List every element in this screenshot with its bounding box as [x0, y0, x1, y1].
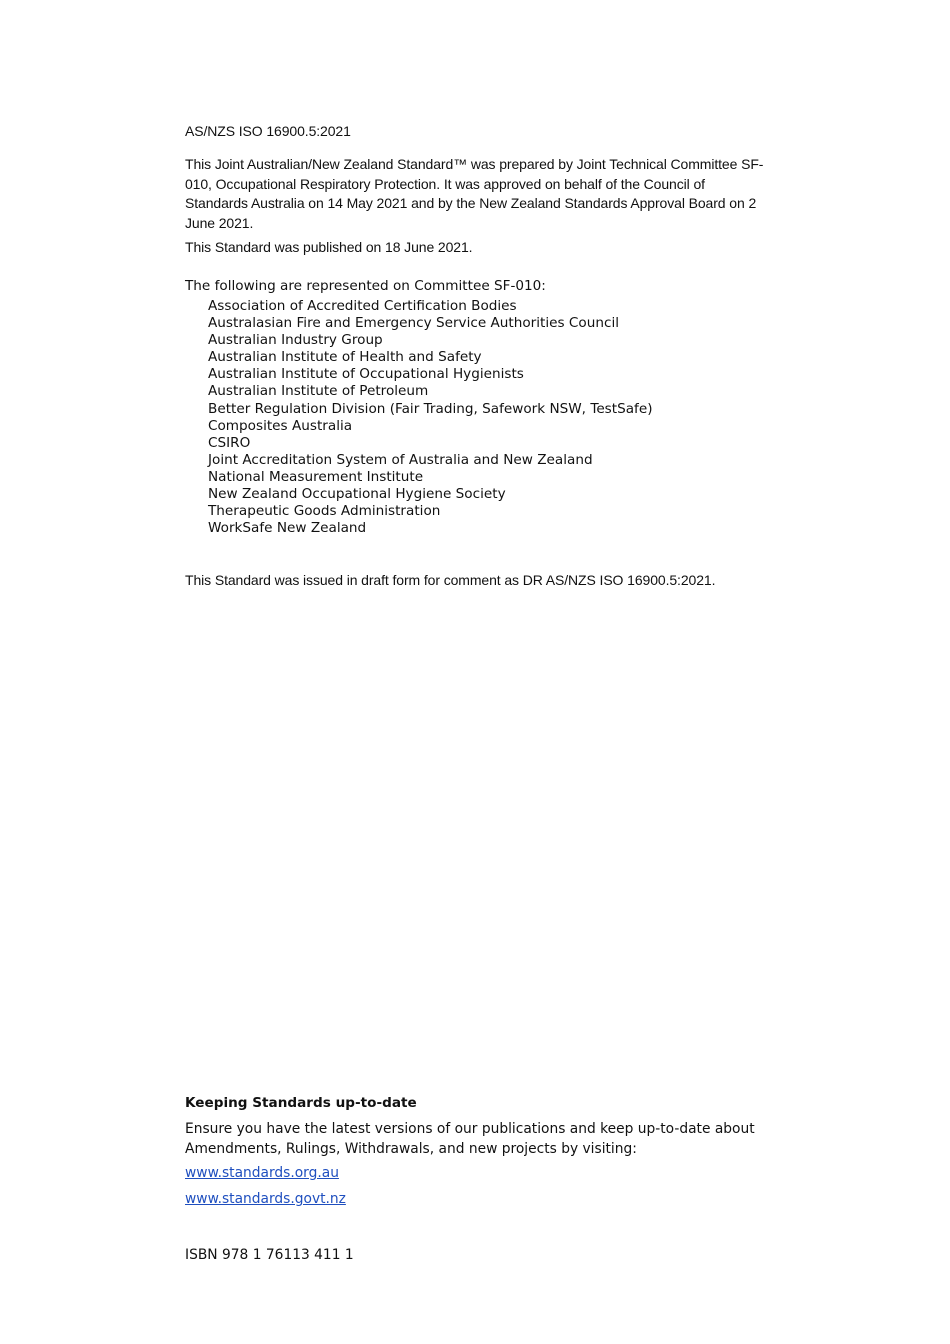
committee-member: Australian Industry Group: [208, 332, 383, 349]
standards-nz-link[interactable]: www.standards.govt.nz: [185, 1191, 346, 1207]
committee-member: Therapeutic Goods Administration: [208, 503, 441, 520]
committee-member: New Zealand Occupational Hygiene Society: [208, 486, 506, 503]
committee-member: Composites Australia: [208, 417, 353, 434]
isbn: ISBN 978 1 76113 411 1: [185, 1247, 354, 1263]
committee-member: Association of Accredited Certification Bodies: [208, 298, 517, 314]
draft-note: This Standard was issued in draft form for comment as DR AS/NZS ISO 16900.5:2021.: [185, 572, 716, 588]
document-id: AS/NZS ISO 16900.5:2021: [185, 123, 351, 139]
keeping-up-to-date-text: Ensure you have the latest versions of our publications and keep up-to-date about Amendments, Rulings, Withdrawals, and new projects by visiting:: [185, 1121, 755, 1157]
publication-date-note: This Standard was published on 18 June 2021.: [185, 239, 473, 255]
committee-member: Joint Accreditation System of Australia and New Zealand: [208, 451, 593, 468]
preparation-paragraph: This Joint Australian/New Zealand Standard™ was prepared by Joint Technical Committee SF-010, Occupational Respiratory Protection. It was approved on behalf of the Council of Standards Australia on 14 May 2021 and by the New Zealand Standards Approval Board on 2 June 2021.: [185, 156, 764, 231]
committee-member: National Measurement Institute: [208, 468, 424, 485]
standards-au-link[interactable]: www.standards.org.au: [185, 1165, 339, 1181]
committee-member: Better Regulation Division (Fair Trading, Safework NSW, TestSafe): [208, 400, 653, 417]
committee-member: CSIRO: [208, 434, 251, 451]
committee-heading: The following are represented on Committee SF-010:: [185, 278, 546, 294]
keeping-up-to-date-heading: Keeping Standards up-to-date: [185, 1095, 417, 1111]
committee-member: Australian Institute of Occupational Hygienists: [208, 366, 524, 383]
committee-member-list: [208, 298, 768, 537]
committee-member: Australian Institute of Health and Safety: [208, 349, 482, 366]
committee-member: Australian Institute of Petroleum: [208, 383, 429, 400]
committee-member: WorkSafe New Zealand: [208, 520, 367, 537]
committee-member: Australasian Fire and Emergency Service Authorities Council: [208, 315, 619, 332]
